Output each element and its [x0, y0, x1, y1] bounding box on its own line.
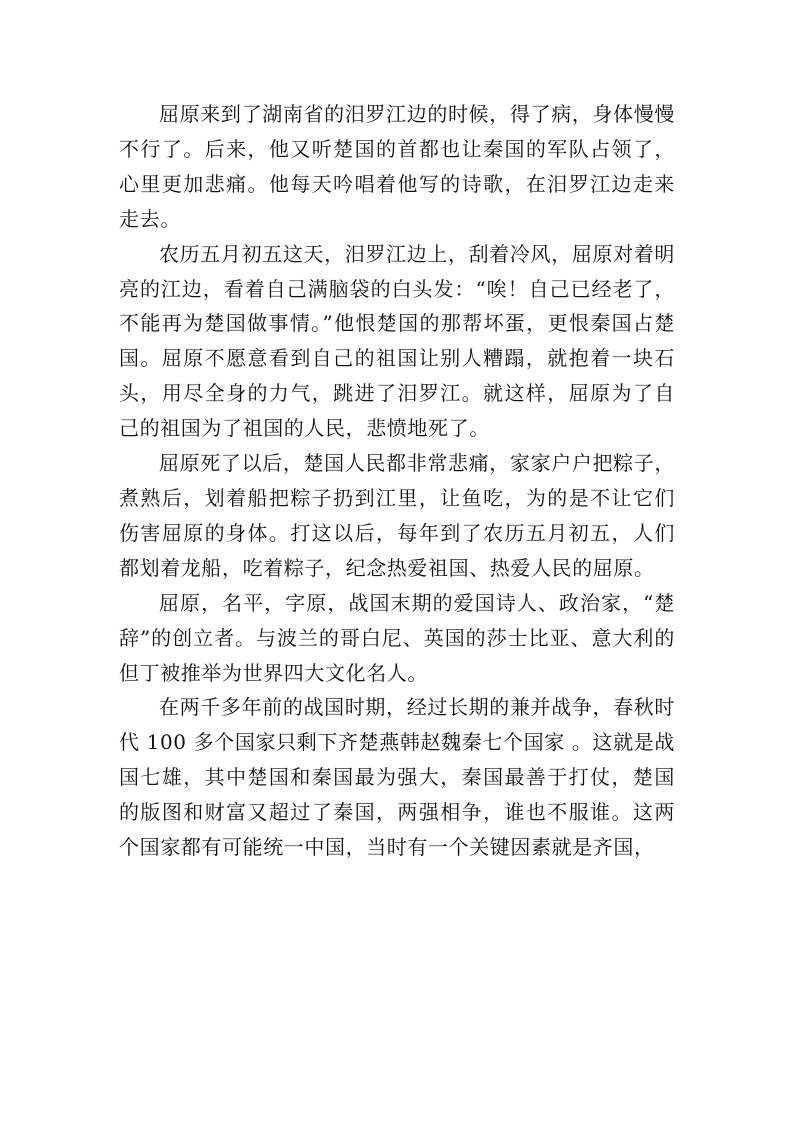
- paragraph-4: 屈原，名平，字原，战国末期的爱国诗人、政治家，“楚辞”的创立者。与波兰的哥白尼、英国的莎士比亚、意大利的但丁被推举为世界四大文化名人。: [119, 590, 675, 685]
- paragraph-5: 在两千多年前的战国时期，经过长期的兼并战争，春秋时代 100 多个国家只剩下齐楚燕韩赵魏秦七个国家 。这就是战国七雄，其中楚国和秦国最为强大，秦国最善于打仗，楚国的版图和财富又超过了秦国，两强相争，谁也不服谁。这两个国家都有可能统一中国，当时有一个关键因素就是齐国，: [119, 695, 675, 860]
- paragraph-2: 农历五月初五这天，汨罗江边上，刮着冷风，屈原对着明亮的江边，看着自己满脑袋的白头发：“唉！自己已经老了，不能再为楚国做事情。”他恨楚国的那帮坏蛋，更恨秦国占楚国。屈原不愿意看到自己的祖国让别人糟蹋，就抱着一块石头，用尽全身的力气，跳进了汨罗江。就这样，屈原为了自己的祖国为了祖国的人民，悲愤地死了。: [119, 241, 675, 441]
- paragraph-3: 屈原死了以后，楚国人民都非常悲痛，家家户户把粽子，煮熟后，划着船把粽子扔到江里，让鱼吃，为的是不让它们伤害屈原的身体。打这以后，每年到了农历五月初五，人们都划着龙船，吃着粽子，纪念热爱祖国、热爱人民的屈原。: [119, 451, 675, 580]
- document-body: [119, 97, 675, 865]
- paragraph-1: 屈原来到了湖南省的汨罗江边的时候，得了病，身体慢慢不行了。后来，他又听楚国的首都也让秦国的军队占领了，心里更加悲痛。他每天吟唱着他写的诗歌，在汨罗江边走来走去。: [119, 102, 675, 231]
